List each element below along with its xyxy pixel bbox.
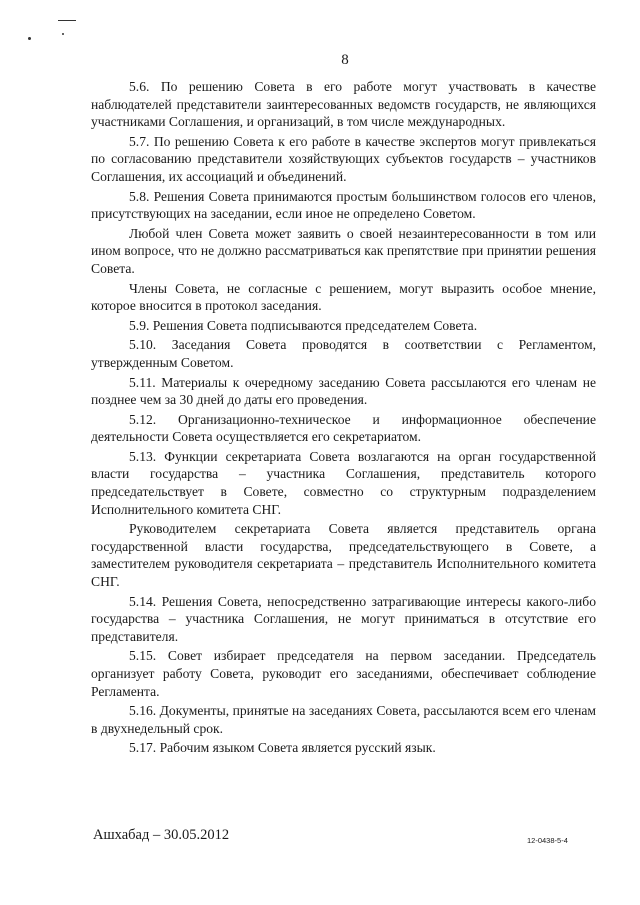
- paragraph-dissenting-opinion: Члены Совета, не согласные с решением, могут выразить особое мнение, которое вносится в протокол заседания.: [91, 280, 596, 314]
- scan-artifact-dot: [28, 37, 31, 40]
- footer-document-code: 12-0438-5-4: [527, 836, 568, 845]
- paragraph-5-10: 5.10. Заседания Совета проводятся в соответствии с Регламентом, утвержденным Советом.: [91, 337, 596, 370]
- paragraph-5-15: 5.15. Совет избирает председателя на первом заседании. Председатель организует работу Совета, руководит его заседаниями, обеспечивает соблюдение Регламента.: [91, 648, 596, 699]
- scan-artifact-dot: [62, 33, 64, 35]
- paragraph-secretariat-head: Руководителем секретариата Совета является представитель органа государственной власти государства, председательствующего в Совете, а заместителем руководителя секретариата – представитель Исполнительного комитета СНГ.: [91, 521, 596, 590]
- paragraph-5-8: 5.8. Решения Совета принимаются простым большинством голосов его членов, присутствующих на заседании, если иное не определено Советом.: [91, 188, 596, 222]
- paragraph-5-6: 5.6. По решению Совета в его работе могут участвовать в качестве наблюдателей представители заинтересованных ведомств государств, не являющихся участниками Соглашения, и организаций, в том числе международных.: [91, 79, 596, 130]
- paragraph-conflict-of-interest: Любой член Совета может заявить о своей незаинтересованности в том или ином вопросе, что не должно рассматриваться как препятствие при принятии решения Совета.: [91, 225, 596, 276]
- paragraph-5-7: 5.7. По решению Совета к его работе в качестве экспертов могут привлекаться по согласованию представители хозяйствующих субъектов государств – участников Соглашения, их ассоциаций и объединений.: [91, 133, 596, 184]
- scan-artifact-line: [58, 20, 76, 21]
- paragraph-5-12: 5.12. Организационно-техническое и информационное обеспечение деятельности Совета осуществляется его секретариатом.: [91, 411, 596, 445]
- document-body: [91, 78, 596, 759]
- paragraph-5-17: 5.17. Рабочим языком Совета является русский язык.: [129, 740, 436, 756]
- paragraph-5-11: 5.11. Материалы к очередному заседанию Совета рассылаются его членам не позднее чем за 30 дней до даты его проведения.: [91, 374, 596, 408]
- page-number: 8: [341, 52, 349, 68]
- paragraph-5-9: 5.9. Решения Совета подписываются председателем Совета.: [129, 317, 478, 333]
- paragraph-5-14: 5.14. Решения Совета, непосредственно затрагивающие интересы какого-либо государства – участника Соглашения, не могут приниматься в отсутствие его представителя.: [91, 593, 596, 644]
- paragraph-5-13: 5.13. Функции секретариата Совета возлагаются на орган государственной власти государства – участника Соглашения, представитель которого председательствует в Совете, совместно со структурным подразделением Исполнительного комитета СНГ.: [91, 448, 596, 517]
- footer-city-date: Ашхабад – 30.05.2012: [93, 827, 230, 843]
- paragraph-5-16: 5.16. Документы, принятые на заседаниях Совета, рассылаются всем его членам в двухнедельный срок.: [91, 703, 596, 736]
